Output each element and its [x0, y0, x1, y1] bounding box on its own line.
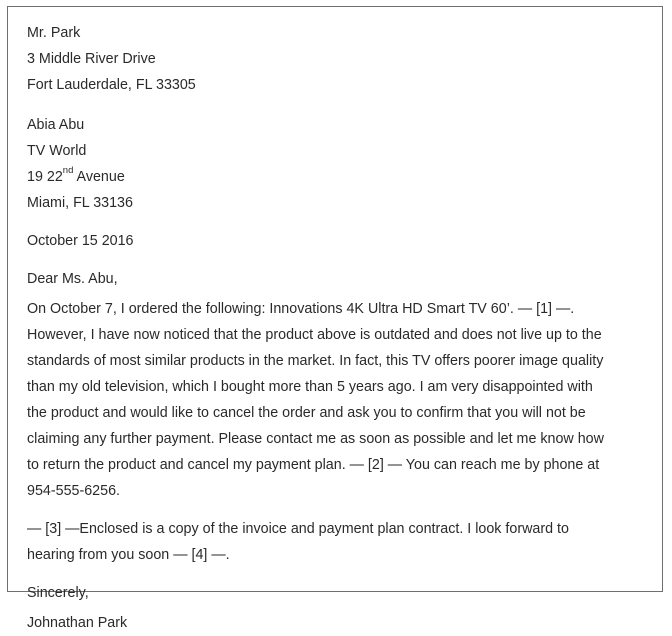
recipient-city: Miami, FL 33136: [27, 195, 133, 211]
recipient-street: [27, 164, 657, 190]
closing: Sincerely,: [27, 585, 89, 601]
sender-address: [27, 20, 657, 98]
paragraph-line: standards of most similar products in the market. In fact, this TV offers poorer image quality: [27, 353, 604, 369]
sender-street: 3 Middle River Drive: [27, 51, 156, 67]
recipient-street-number: 19 22: [27, 169, 63, 185]
paragraph-line: However, I have now noticed that the product above is outdated and does not live up to the: [27, 327, 602, 343]
recipient-street-rest: Avenue: [73, 169, 125, 185]
recipient-company: TV World: [27, 143, 87, 159]
paragraph-line: hearing from you soon — [4] —.: [27, 547, 230, 563]
recipient-name: Abia Abu: [27, 117, 85, 133]
paragraph-line: the product and would like to cancel the order and ask you to confirm that you will not be: [27, 405, 586, 421]
recipient-street-suffix: nd: [62, 165, 74, 177]
letter-content: [27, 20, 657, 636]
paragraph-line: to return the product and cancel my payment plan. — [2] — You can reach me by phone at: [27, 457, 600, 473]
paragraph-line: On October 7, I ordered the following: Innovations 4K Ultra HD Smart TV 60’. — [1] —.: [27, 301, 575, 317]
body-paragraph-2: [27, 516, 657, 568]
letter-date: October 15 2016: [27, 233, 134, 249]
paragraph-line: claiming any further payment. Please contact me as soon as possible and let me know how: [27, 431, 604, 447]
paragraph-line: 954-555-6256.: [27, 483, 121, 499]
body-paragraph-1: [27, 296, 657, 504]
sender-city: Fort Lauderdale, FL 33305: [27, 77, 196, 93]
paragraph-line: than my old television, which I bought more than 5 years ago. I am very disappointed with: [27, 379, 593, 395]
letter-frame: [7, 6, 663, 631]
signature: Johnathan Park: [27, 615, 128, 631]
paragraph-line: — [3] —Enclosed is a copy of the invoice and payment plan contract. I look forward to: [27, 521, 569, 537]
sender-name: Mr. Park: [27, 25, 81, 41]
recipient-address: [27, 112, 657, 216]
salutation: Dear Ms. Abu,: [27, 271, 118, 287]
